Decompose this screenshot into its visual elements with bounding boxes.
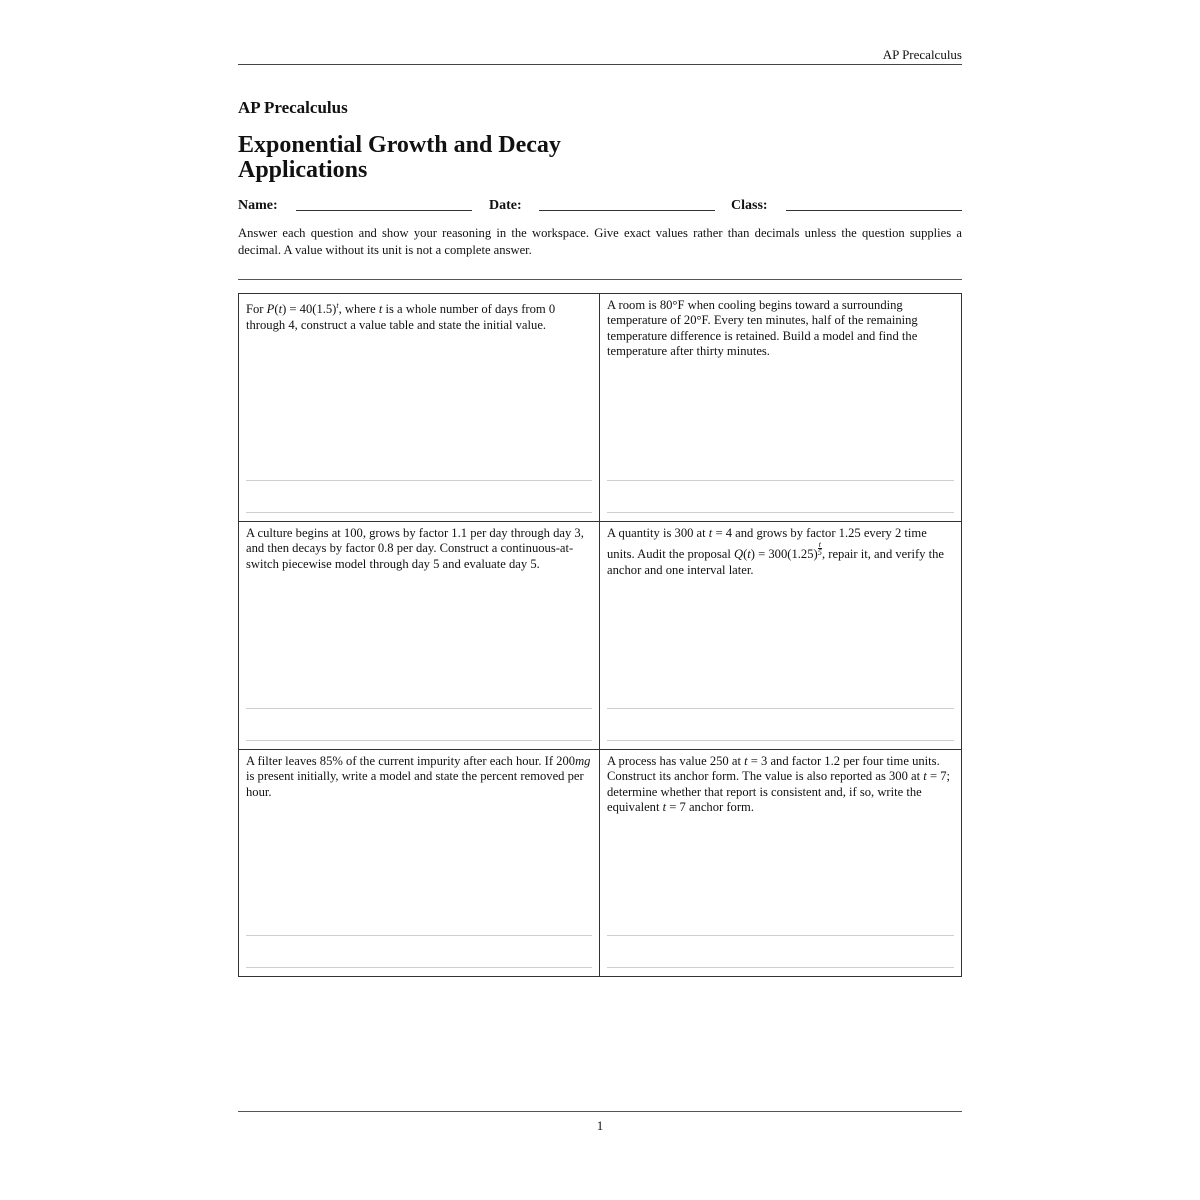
question-5-text: A filter leaves 85% of the current impurity after each hour. If 200mg is present initially, write a model and state the percent removed per hour. (246, 754, 591, 799)
course-name: AP Precalculus (238, 98, 348, 117)
question-1-text: For $P(t) = 40(1.5)^t$, where t is a whole number of days from 0 through 4, construct a value table and state the initial value. (246, 301, 556, 332)
answer-line[interactable] (246, 708, 592, 709)
page-number: 1 (596, 1118, 604, 1133)
answer-line[interactable] (246, 480, 592, 481)
date-field[interactable] (539, 210, 715, 211)
question-4-text: A quantity is 300 at t = 4 and grows by factor 1.25 every 2 time units. Audit the proposal Q(t) = 300(1.25) $\frac{t}{5}$ , repair it, and verify the anchor and one interval later. (607, 526, 944, 577)
question-cell-2 (600, 294, 961, 522)
worksheet-page (238, 0, 962, 1200)
question-cell-5 (239, 750, 600, 976)
answer-line[interactable] (607, 740, 954, 741)
answer-line[interactable] (607, 967, 954, 968)
question-cell-1 (239, 294, 600, 522)
answer-line[interactable] (246, 740, 592, 741)
answer-line[interactable] (246, 512, 592, 513)
footer-rule (238, 1111, 962, 1112)
student-info-fields (238, 198, 962, 218)
question-cell-3 (239, 522, 600, 750)
class-field[interactable] (786, 210, 962, 211)
instructions: Answer each question and show your reasoning in the workspace. Give exact values rather than decimals unless the question supplies a decimal. A value without its unit is not a complete answer. (238, 226, 962, 257)
exponent-fraction: $\frac{t}{5}$ (817, 540, 822, 558)
worksheet-title: Exponential Growth and Decay Applications (238, 132, 561, 183)
date-label: Date: (489, 198, 522, 213)
answer-line[interactable] (607, 708, 954, 709)
question-cell-6 (600, 750, 961, 976)
header-rule (238, 64, 962, 65)
class-label: Class: (731, 198, 768, 213)
question-3-text: A culture begins at 100, grows by factor 1.1 per day through day 3, and then decays by factor 0.8 per day. Construct a continuous-at-switch piecewise model through day 5 and evaluate day 5. (246, 526, 584, 571)
question-2-text: A room is 80°F when cooling begins toward a surrounding temperature of 20°F. Every ten minutes, half of the remaining temperature difference is retained. Build a model and find the temperature after thirty minutes. (607, 298, 918, 359)
answer-line[interactable] (607, 480, 954, 481)
answer-line[interactable] (246, 935, 592, 936)
running-head: AP Precalculus (882, 47, 962, 62)
answer-line[interactable] (607, 935, 954, 936)
question-grid (238, 293, 962, 977)
question-6-text: A process has value 250 at t = 3 and factor 1.2 per four time units. Construct its anchor form. The value is also reported as 300 at t = 7; determine whether that report is consistent and, if so, write the equivalent t = 7 anchor form. (607, 754, 950, 815)
question-cell-4 (600, 522, 961, 750)
answer-line[interactable] (246, 967, 592, 968)
answer-line[interactable] (607, 512, 954, 513)
name-field[interactable] (296, 210, 472, 211)
instructions-rule (238, 279, 962, 280)
name-label: Name: (238, 198, 278, 213)
